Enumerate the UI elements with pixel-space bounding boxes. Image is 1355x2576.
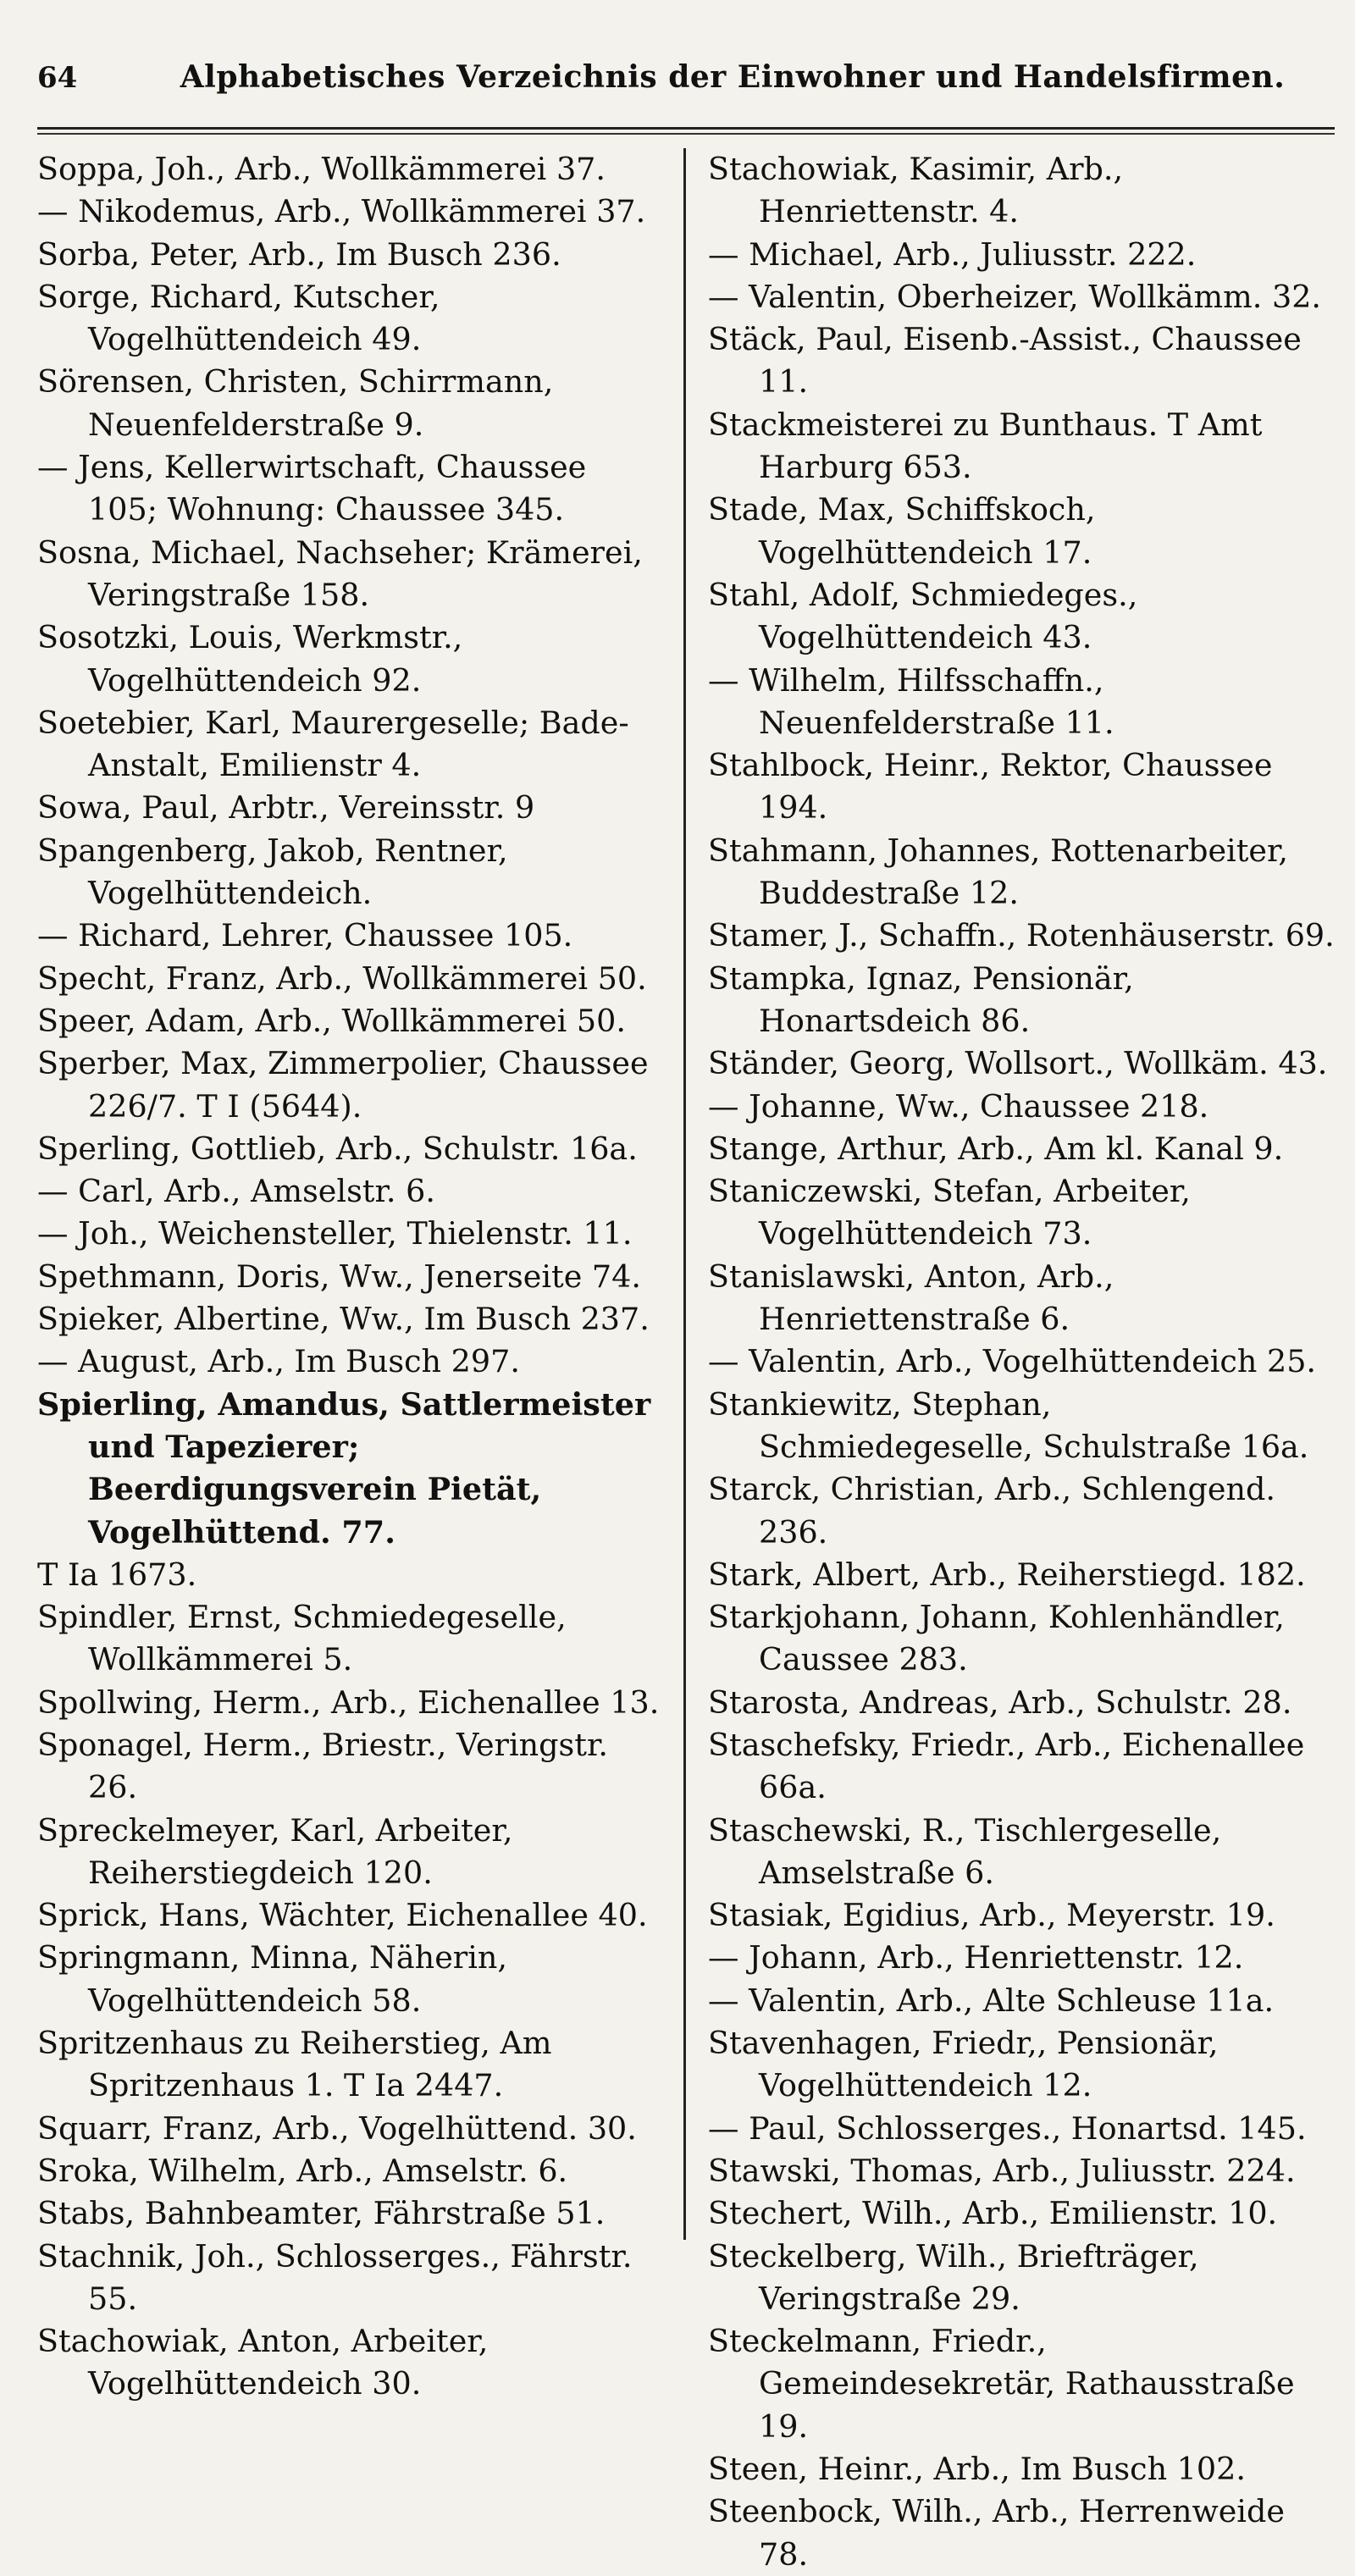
directory-entry: Stawski, Thomas, Arb., Juliusstr. 224. <box>708 2152 1296 2189</box>
directory-entry: Steenbock, Wilh., Arb., Herrenweide 78. <box>708 2493 1285 2573</box>
directory-entry: — Johanne, Ww., Chaussee 218. <box>708 1087 1209 1125</box>
directory-columns <box>37 148 1335 2573</box>
directory-entry: — Paul, Schlosserges., Honartsd. 145. <box>708 2109 1307 2147</box>
directory-entry: — Carl, Arb., Amselstr. 6. <box>37 1173 435 1210</box>
directory-entry: — Valentin, Arb., Alte Schleuse 11a. <box>708 1982 1275 2019</box>
directory-entry: Squarr, Franz, Arb., Vogelhüttend. 30. <box>37 2109 637 2147</box>
directory-entry: — Michael, Arb., Juliusstr. 222. <box>708 235 1197 273</box>
directory-entry: Steckelmann, Friedr., Gemeindesekretär, Rathausstraße 19. <box>708 2323 1295 2445</box>
directory-entry: Stahmann, Johannes, Rottenarbeiter, Buddestraße 12. <box>708 832 1289 912</box>
directory-entry: Stark, Albert, Arb., Reiherstiegd. 182. <box>708 1556 1306 1593</box>
directory-entry: Spritzenhaus zu Reiherstieg, Am Spritzenhaus 1. T Ia 2447. <box>37 2025 552 2104</box>
directory-entry: Spierling, Amandus, Sattlermeister und Tapezierer; Beerdigungsverein Pietät, Vogelhüttend. 77. <box>37 1385 651 1551</box>
directory-entry: Stechert, Wilh., Arb., Emilienstr. 10. <box>708 2195 1278 2232</box>
directory-entry: Staniczewski, Stefan, Arbeiter, Vogelhüttendeich 73. <box>708 1173 1191 1252</box>
directory-entry: Soppa, Joh., Arb., Wollkämmerei 37. <box>37 151 606 187</box>
directory-entry: Ständer, Georg, Wollsort., Wollkäm. 43. <box>708 1045 1328 1082</box>
directory-entry: Steen, Heinr., Arb., Im Busch 102. <box>708 2451 1246 2488</box>
directory-entry: Stade, Max, Schiffskoch, Vogelhüttendeich 17. <box>708 491 1096 571</box>
directory-entry: Sowa, Paul, Arbtr., Vereinsstr. 9 <box>37 789 535 826</box>
directory-entry: — August, Arb., Im Busch 297. <box>37 1343 520 1380</box>
directory-entry: Stamer, J., Schaffn., Rotenhäuserstr. 69. <box>708 917 1335 954</box>
directory-entry: Sperber, Max, Zimmerpolier, Chaussee 226/7. T I (5644). <box>37 1045 649 1125</box>
right-column <box>686 148 1335 2573</box>
directory-entry: Sörensen, Christen, Schirrmann, Neuenfelderstraße 9. <box>37 363 554 443</box>
directory-entry: Stachowiak, Anton, Arbeiter, Vogelhüttendeich 30. <box>37 2323 489 2402</box>
directory-entry: Spieker, Albertine, Ww., Im Busch 237. <box>37 1301 650 1338</box>
directory-entry: — Joh., Weichensteller, Thielenstr. 11. <box>37 1215 633 1252</box>
directory-entry: Stäck, Paul, Eisenb.-Assist., Chaussee 11. <box>708 321 1302 401</box>
directory-entry: Springmann, Minna, Näherin, Vogelhüttendeich 58. <box>37 1939 508 2019</box>
directory-entry: Starkjohann, Johann, Kohlenhändler, Caussee 283. <box>708 1599 1285 1678</box>
directory-entry: Starosta, Andreas, Arb., Schulstr. 28. <box>708 1683 1292 1721</box>
directory-entry: Stahl, Adolf, Schmiedeges., Vogelhüttendeich 43. <box>708 576 1138 656</box>
page-number: 64 <box>37 61 78 95</box>
directory-entry: Starck, Christian, Arb., Schlengend. 236. <box>708 1471 1275 1551</box>
directory-entry: T Ia 1673. <box>37 1556 197 1593</box>
directory-entry: Stankiewitz, Stephan, Schmiedegeselle, Schulstraße 16a. <box>708 1385 1309 1465</box>
directory-entry: Speer, Adam, Arb., Wollkämmerei 50. <box>37 1002 626 1039</box>
directory-entry: Sroka, Wilhelm, Arb., Amselstr. 6. <box>37 2152 568 2189</box>
directory-entry: Sosotzki, Louis, Werkmstr., Vogelhüttendeich 92. <box>37 619 463 699</box>
directory-entry: Specht, Franz, Arb., Wollkämmerei 50. <box>37 959 647 997</box>
directory-entry: Steckelberg, Wilh., Briefträger, Veringstraße 29. <box>708 2237 1199 2317</box>
directory-entry: — Nikodemus, Arb., Wollkämmerei 37. <box>37 193 646 230</box>
directory-entry: Sperling, Gottlieb, Arb., Schulstr. 16a. <box>37 1130 638 1167</box>
directory-entry: Spangenberg, Jakob, Rentner, Vogelhüttendeich. <box>37 832 508 912</box>
directory-entry: Stavenhagen, Friedr,, Pensionär, Vogelhüttendeich 12. <box>708 2025 1219 2104</box>
directory-entry: — Valentin, Arb., Vogelhüttendeich 25. <box>708 1343 1317 1380</box>
directory-entry: Sorge, Richard, Kutscher, Vogelhüttendeich 49. <box>37 278 440 358</box>
directory-entry: Sprick, Hans, Wächter, Eichenallee 40. <box>37 1897 648 1934</box>
directory-entry: Stampka, Ignaz, Pensionär, Honartsdeich 86. <box>708 959 1134 1039</box>
directory-entry: — Johann, Arb., Henriettenstr. 12. <box>708 1939 1244 1976</box>
directory-entry: Stanislawski, Anton, Arb., Henriettenstraße 6. <box>708 1258 1114 1338</box>
directory-entry: Stachnik, Joh., Schlosserges., Fährstr. 55. <box>37 2237 633 2317</box>
directory-entry: Stange, Arthur, Arb., Am kl. Kanal 9. <box>708 1130 1284 1167</box>
directory-entry: Spethmann, Doris, Ww., Jenerseite 74. <box>37 1258 641 1295</box>
directory-entry: Stabs, Bahnbeamter, Fährstraße 51. <box>37 2195 606 2232</box>
left-column <box>37 148 686 2402</box>
directory-entry: Stahlbock, Heinr., Rektor, Chaussee 194. <box>708 747 1273 826</box>
directory-entry: Spollwing, Herm., Arb., Eichenallee 13. <box>37 1683 660 1721</box>
directory-entry: Sponagel, Herm., Briestr., Veringstr. 26. <box>37 1726 608 1806</box>
directory-entry: Stachowiak, Kasimir, Arb., Henriettenstr. 4. <box>708 151 1124 230</box>
directory-entry: Sosna, Michael, Nachseher; Krämerei, Veringstraße 158. <box>37 533 643 613</box>
directory-entry: — Wilhelm, Hilfsschaffn., Neuenfelderstraße 11. <box>708 661 1114 741</box>
directory-entry: Stackmeisterei zu Bunthaus. T Amt Harburg 653. <box>708 406 1263 486</box>
directory-entry: Staschefsky, Friedr., Arb., Eichenallee 66a. <box>708 1726 1305 1806</box>
directory-entry: — Richard, Lehrer, Chaussee 105. <box>37 917 573 954</box>
page-header <box>37 59 1335 130</box>
directory-entry: Sorba, Peter, Arb., Im Busch 236. <box>37 235 561 273</box>
directory-entry: — Valentin, Oberheizer, Wollkämm. 32. <box>708 278 1322 315</box>
running-title: Alphabetisches Verzeichnis der Einwohner und Handelsfirmen. <box>180 59 1286 95</box>
directory-entry: Stasiak, Egidius, Arb., Meyerstr. 19. <box>708 1897 1275 1934</box>
directory-entry: Spreckelmeyer, Karl, Arbeiter, Reiherstiegdeich 120. <box>37 1811 513 1891</box>
directory-entry: Soetebier, Karl, Maurergeselle; Bade-Anstalt, Emilienstr 4. <box>37 704 629 784</box>
directory-entry: Staschewski, R., Tischlergeselle, Amselstraße 6. <box>708 1811 1222 1891</box>
directory-entry: Spindler, Ernst, Schmiedegeselle, Wollkämmerei 5. <box>37 1599 567 1678</box>
directory-entry: — Jens, Kellerwirtschaft, Chaussee 105; Wohnung: Chaussee 345. <box>37 449 587 528</box>
